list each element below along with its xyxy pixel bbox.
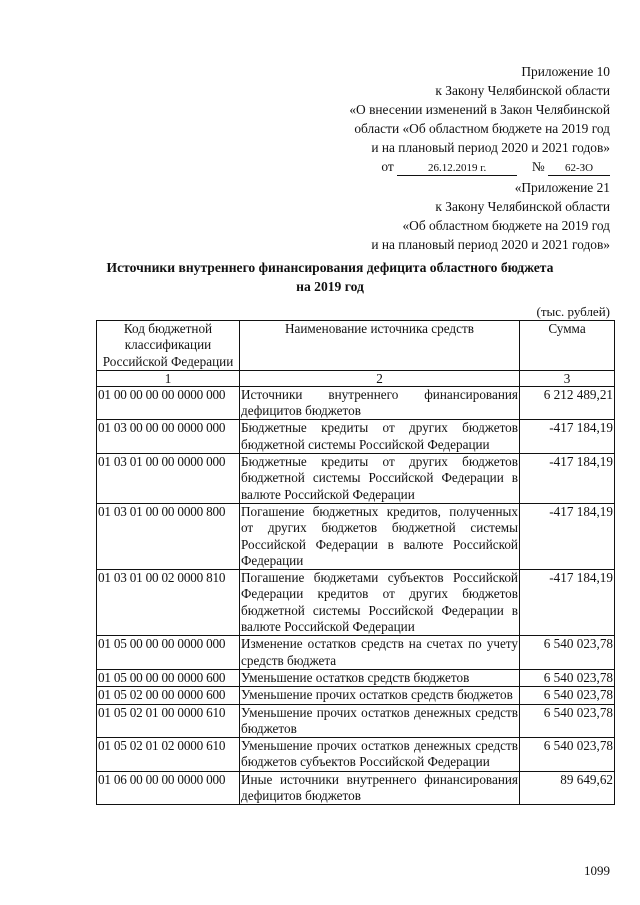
financing-sources-table (96, 320, 615, 805)
approval-reference (190, 62, 610, 176)
table-row (97, 503, 615, 569)
units-label: (тыс. рублей) (536, 304, 610, 319)
row-name: Бюджетные кредиты от других бюджетов бюджетной системы Российской Федерации (241, 420, 518, 452)
approval-line: «О внесении изменений в Закон Челябинской (349, 102, 610, 117)
row-code: 01 05 02 00 00 0000 600 (97, 687, 240, 704)
row-code: 01 05 00 00 00 0000 600 (97, 669, 240, 686)
row-name: Уменьшение прочих остатков денежных средств бюджетов субъектов Российской Федерации (241, 738, 518, 770)
table-row (97, 738, 615, 772)
row-code: 01 05 02 01 00 0000 610 (97, 704, 240, 738)
header-sum: Сумма (520, 321, 615, 371)
table-row (97, 454, 615, 504)
column-number-row (97, 370, 615, 386)
row-sum: 89 649,62 (520, 771, 615, 805)
table-row (97, 386, 615, 420)
row-code: 01 03 01 00 00 0000 800 (97, 503, 240, 569)
row-sum: 6 540 023,78 (520, 687, 615, 704)
row-sum: 6 540 023,78 (520, 636, 615, 670)
title-line: на 2019 год (296, 279, 364, 294)
table-header-row (97, 321, 615, 371)
approval-line: к Закону Челябинской области (435, 83, 610, 98)
date-value: 26.12.2019 г. (397, 161, 517, 176)
number-value: 62-ЗО (548, 161, 610, 176)
row-sum: -417 184,19 (520, 420, 615, 454)
approval-date-line (190, 157, 610, 176)
table-row (97, 687, 615, 704)
row-name: Погашение бюджетами субъектов Российской Федерации кредитов от других бюджетов бюджетной системы Российской Федерации в валюте Российской Федерации (241, 570, 518, 635)
document-title (60, 258, 600, 296)
row-code: 01 03 01 00 02 0000 810 (97, 570, 240, 636)
date-prefix: от (381, 159, 394, 174)
appendix-reference (190, 178, 610, 254)
table-row (97, 636, 615, 670)
row-sum: 6 540 023,78 (520, 738, 615, 772)
header-name: Наименование источника средств (240, 321, 520, 371)
row-code: 01 05 00 00 00 0000 000 (97, 636, 240, 670)
title-line: Источники внутреннего финансирования дефицита областного бюджета (106, 260, 554, 275)
appendix-line: «Приложение 21 (514, 180, 610, 195)
appendix-line: к Закону Челябинской области (435, 199, 610, 214)
approval-line: и на плановый период 2020 и 2021 годов» (371, 140, 610, 155)
row-name: Бюджетные кредиты от других бюджетов бюджетной системы Российской Федерации в валюте Российской Федерации (241, 454, 518, 502)
row-sum: 6 540 023,78 (520, 669, 615, 686)
row-code: 01 03 01 00 00 0000 000 (97, 454, 240, 504)
row-name: Погашение бюджетных кредитов, полученных от других бюджетов бюджетной системы Российской Федерации в валюте Российской Федерации (241, 503, 518, 568)
column-number: 1 (97, 370, 240, 386)
row-code: 01 06 00 00 00 0000 000 (97, 771, 240, 805)
table-row (97, 704, 615, 738)
appendix-line: «Об областном бюджете на 2019 год (402, 218, 610, 233)
approval-line: Приложение 10 (521, 64, 610, 79)
row-sum: -417 184,19 (520, 454, 615, 504)
row-sum: 6 540 023,78 (520, 704, 615, 738)
row-name: Изменение остатков средств на счетах по учету средств бюджета (241, 636, 518, 668)
table-row (97, 771, 615, 805)
approval-line: области «Об областном бюджете на 2019 год (354, 121, 610, 136)
row-sum: 6 212 489,21 (520, 386, 615, 420)
row-code: 01 03 00 00 00 0000 000 (97, 420, 240, 454)
column-number: 2 (240, 370, 520, 386)
column-number: 3 (520, 370, 615, 386)
row-code: 01 05 02 01 02 0000 610 (97, 738, 240, 772)
row-name: Источники внутреннего финансирования дефицитов бюджетов (241, 386, 518, 419)
table-row (97, 570, 615, 636)
row-name: Уменьшение прочих остатков средств бюджетов (240, 687, 520, 704)
appendix-line: и на плановый период 2020 и 2021 годов» (371, 237, 610, 252)
row-name: Уменьшение прочих остатков денежных средств бюджетов (241, 704, 518, 736)
row-name: Иные источники внутреннего финансирования дефицитов бюджетов (241, 771, 518, 804)
row-sum: -417 184,19 (520, 503, 615, 569)
table-row (97, 669, 615, 686)
page-number: 1099 (584, 863, 610, 878)
header-code: Код бюджетной классификации Российской Федерации (97, 321, 240, 371)
row-sum: -417 184,19 (520, 570, 615, 636)
row-name: Уменьшение остатков средств бюджетов (240, 669, 520, 686)
number-prefix: № (531, 159, 545, 174)
row-code: 01 00 00 00 00 0000 000 (97, 386, 240, 420)
table-row (97, 420, 615, 454)
